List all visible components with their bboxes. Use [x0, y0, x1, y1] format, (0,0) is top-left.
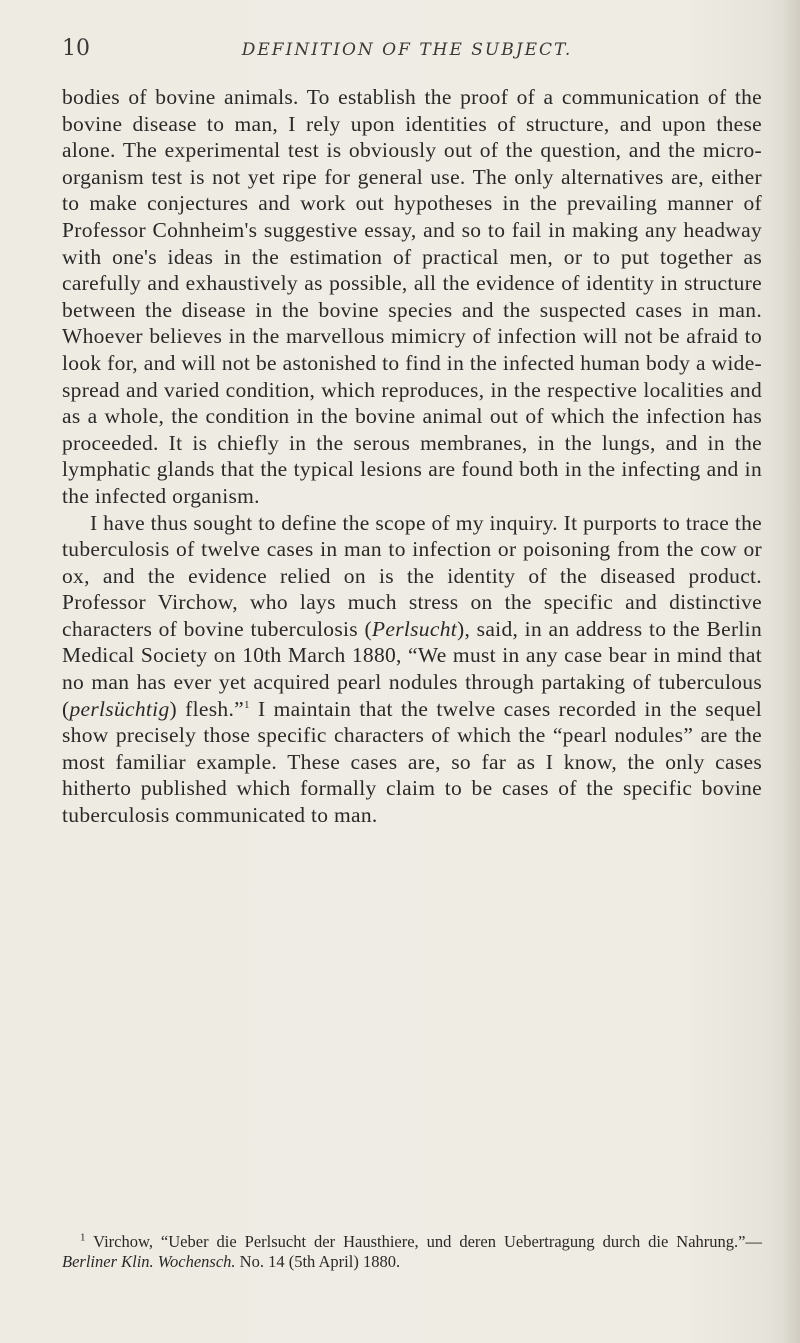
footnote-text-a: Virchow, “Ueber die Perlsucht der Hausthiere, und deren Uebertragung durch die Nahrung.”—: [85, 1232, 762, 1251]
footnote: [62, 1232, 762, 1272]
footnote-marker: 1: [80, 1231, 86, 1244]
paragraph-2-part-a: I have thus sought to define the scope of my inquiry. It purports to trace the tuberculosis of twelve cases in man to infection or poisoning from the cow or ox, and the evidence relied on is the identity of the diseased product. Professor Virchow, who lays much stress on the specific and distinctive characters of bovine tuberculosis (: [62, 510, 762, 641]
paragraph-2: [62, 510, 762, 829]
footnote-journal: Berliner Klin. Wochensch.: [62, 1252, 236, 1271]
paragraph-1: bodies of bovine animals. To establish the proof of a communication of the bovine disease to man, I rely upon identities of structure, and upon these alone. The experimental test is obviously out of the question, and the micro-organism test is not yet ripe for general use. The only alternatives are, either to make conjectures and work out hypotheses in the prevailing manner of Professor Cohnheim's suggestive essay, and so to fail in making any headway with one's ideas in the estimation of practical men, or to put together as carefully and exhaustively as possible, all the evidence of identity in structure between the disease in the bovine species and the suspected cases in man. Whoever believes in the marvellous mimicry of infection will not be afraid to look for, and will not be astonished to find in the infected human body a wide-spread and varied condition, which reproduces, in the respective localities and as a whole, the condition in the bovine animal out of which the infection has proceeded. It is chiefly in the serous membranes, in the lungs, and in the lymphatic glands that the typical lesions are found both in the infecting and in the infected organism.: [62, 85, 762, 508]
page-gutter: [780, 0, 800, 1343]
paragraph-2-italic-perlsuchtig: perlsüchtig: [69, 696, 170, 721]
body-text: [62, 84, 762, 829]
paragraph-2-part-b: ), said, in an address to the Berlin Medical Society on 10th March 1880, “We must in any case bear in mind that no man has ever yet acquired pearl nodules through partaking of tuberculous (: [62, 616, 762, 721]
paragraph-2-italic-perlsucht: Perlsucht: [371, 616, 458, 641]
running-title: DEFINITION OF THE SUBJECT.: [241, 40, 573, 60]
page-number: 10: [62, 36, 90, 61]
footnote-reference: 1: [243, 698, 250, 711]
running-head: [62, 36, 752, 66]
paragraph-2-part-d: I maintain that the twelve cases recorded in the sequel show precisely those specific characters of which the “pearl nodules” are the most familiar example. These cases are, so far as I know, the only cases hitherto published which formally claim to be cases of the specific bovine tuberculosis communicated to man.: [62, 696, 762, 828]
paragraph-2-part-c: ) flesh.”: [169, 696, 244, 721]
footnote-text-b: No. 14 (5th April) 1880.: [235, 1252, 401, 1271]
